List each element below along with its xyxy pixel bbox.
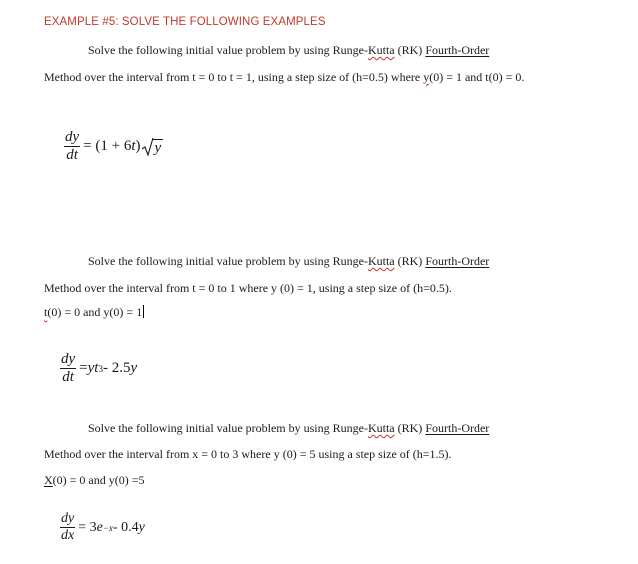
derivative-fraction: $\frac{dy}{dx}$ [61,511,75,543]
problem-2-description: Method over the interval from t = 0 to 1 where y (0) = 1, using a step size of (h=0.5). [44,281,452,295]
page-heading: EXAMPLE #5: SOLVE THE FOLLOWING EXAMPLES [44,16,326,28]
problem-1-description: Method over the interval from t = 0 to t = 1, using a step size of (h=0.5) where y(0) = 1 and t(0) = 0. [44,70,525,84]
problem-3-description: Method over the interval from x = 0 to 3 where y (0) = 5 using a step size of (h=1.5). [44,447,452,461]
spellcheck-word: Kutta [367,254,395,268]
sqrt-symbol: y [142,137,164,157]
spellcheck-word: y [423,70,430,84]
text-cursor [143,305,144,318]
problem-2-intro: Solve the following initial value problem by using Runge-Kutta (RK) Fourth-Order [88,254,490,268]
problem-3-initial-conditions: X(0) = 0 and y(0) =5 [44,473,145,487]
derivative-fraction: $\frac{dy}{dt}$ [61,351,76,385]
problem-3-intro: Solve the following initial value problem by using Runge-Kutta (RK) Fourth-Order [88,421,490,435]
problem-2-initial-conditions: t(0) = 0 and y(0) = 1 [44,305,143,319]
spellcheck-word: t [44,305,48,319]
problem-2-equation: $\frac{dy}{dt}$ = yt 3 - 2.5 y [61,351,138,385]
problem-1-intro: Solve the following initial value problem by using Runge-Kutta (RK) Fourth-Order [88,43,490,57]
spellcheck-word: Kutta [367,421,395,435]
problem-3-equation: $\frac{dy}{dx}$ = 3 e −x - 0.4 y [61,511,145,543]
problem-1-equation: $\frac{dy}{dt}$ = (1 + 6 t ) y [65,129,162,163]
spellcheck-word: Kutta [367,43,395,57]
derivative-fraction: $\frac{dy}{dt}$ [65,129,80,163]
